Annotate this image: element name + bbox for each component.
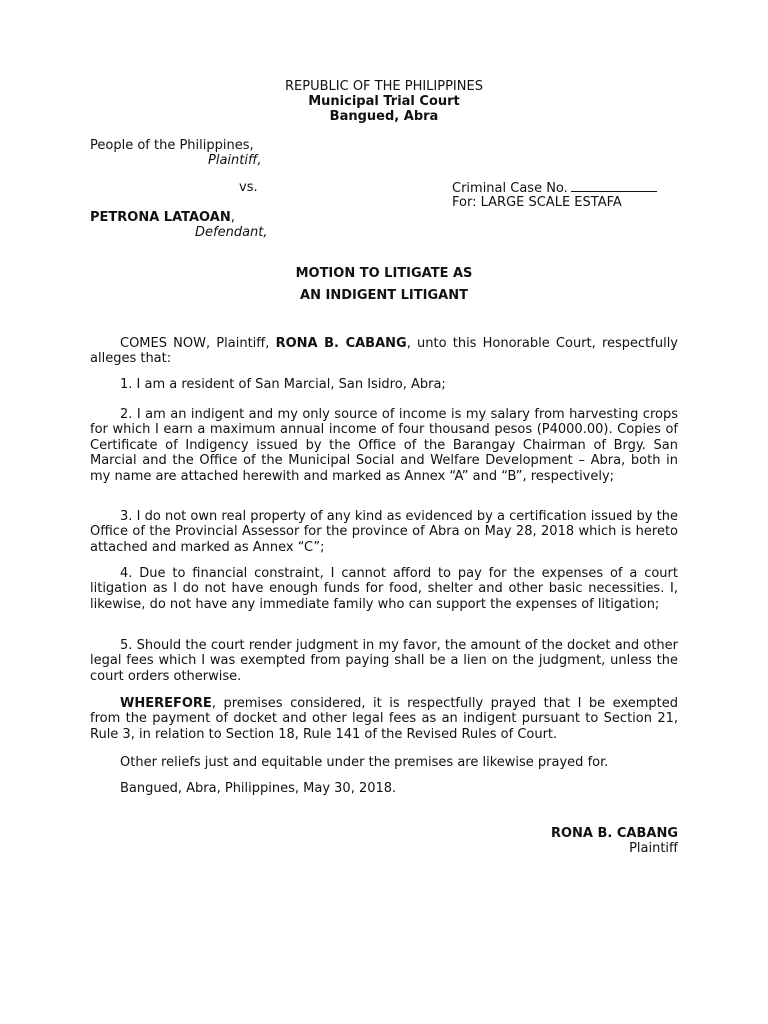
court-header-location: Bangued, Abra [329, 109, 439, 124]
intro-paragraph [90, 336, 678, 367]
defendant-role: Defendant, [195, 225, 268, 240]
intro-post: , unto this Honorable Court, respectfully alleges that: [90, 336, 679, 367]
motion-title-line2: AN INDIGENT LITIGANT [300, 288, 468, 303]
defendant-name-line [90, 210, 235, 225]
defendant-comma: , [230, 210, 235, 225]
intro-pre: COMES NOW, Plaintiff, [120, 336, 276, 351]
plaintiff-name: People of the Philippines, [90, 138, 254, 153]
motion-title-line1: MOTION TO LITIGATE AS [295, 266, 473, 281]
allegation-4: 4. Due to financial constraint, I cannot afford to pay for the expenses of a court litigation as I do not have enough funds for food, shelter and other basic necessities. I, likewise, do not have any immediate family who can support the expenses of litigation; [90, 566, 678, 612]
prayer-lead: WHEREFORE [120, 696, 212, 711]
versus: vs. [239, 180, 258, 195]
court-header-court: Municipal Trial Court [308, 94, 460, 109]
prayer-paragraph [90, 696, 678, 742]
prayer-text: , premises considered, it is respectfully prayed that I be exempted from the payment of docket and other legal fees as an indigent pursuant to Section 21, Rule 3, in relation to Section 18, Rule 141 of the Revised Rules of Court. [90, 696, 678, 742]
court-header-republic: REPUBLIC OF THE PHILIPPINES [285, 79, 483, 94]
other-reliefs: Other reliefs just and equitable under the premises are likewise prayed for. [120, 755, 609, 770]
signatory-role: Plaintiff [629, 841, 678, 856]
case-number-label: Criminal Case No. [452, 181, 568, 196]
allegation-2: 2. I am an indigent and my only source of income is my salary from harvesting crops for which I earn a maximum annual income of four thousand pesos (P4000.00). Copies of Certificate of Indigency issued by the Office of the Barangay Chairman of Brgy. San Marcial and the Office of the Municipal Social and Welfare Development – Abra, both in my name are attached herewith and marked as Annex “A” and “B”, respectively; [90, 407, 678, 484]
allegation-5: 5. Should the court render judgment in my favor, the amount of the docket and other legal fees which I was exempted from paying shall be a lien on the judgment, unless the court orders otherwise. [90, 638, 678, 684]
case-number [452, 180, 657, 196]
allegation-1: 1. I am a resident of San Marcial, San Isidro, Abra; [120, 377, 446, 392]
case-number-blank [571, 180, 657, 192]
intro-name: RONA B. CABANG [275, 336, 407, 351]
plaintiff-role: Plaintiff, [208, 153, 262, 168]
case-offense: For: LARGE SCALE ESTAFA [452, 195, 622, 210]
date-line: Bangued, Abra, Philippines, May 30, 2018. [120, 781, 397, 796]
allegation-3: 3. I do not own real property of any kind as evidenced by a certification issued by the Office of the Provincial Assessor for the province of Abra on May 28, 2018 which is hereto attached and marked as Annex “C”; [90, 509, 678, 555]
signatory-name: RONA B. CABANG [550, 826, 678, 841]
defendant-name: PETRONA LATAOAN [90, 210, 231, 225]
